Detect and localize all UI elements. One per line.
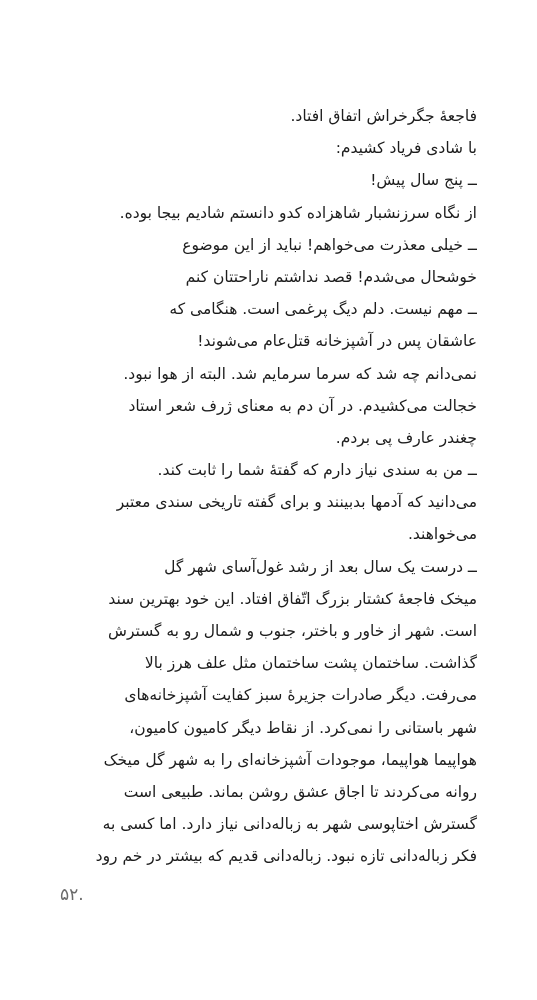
text-line: می‌رفت. دیگر صادرات جزیرهٔ سبز کفایت آشپزخانه‌های [124,686,477,705]
text-line: از نگاه سرزنشبار شاهزاده کدو دانستم شادیم بیجا بوده. [119,203,477,222]
text-line: است. شهر از خاور و باختر، جنوب و شمال رو به گسترش [108,622,477,640]
text-line: می‌خواهند. [407,525,477,544]
body-text [59,100,477,873]
text-line: میخک فاجعهٔ کشتار بزرگ اتّفاق افتاد. این خود بهترین سند [108,589,477,608]
text-line: چغندر عارف پی بردم. [335,428,477,447]
text-line: خجالت می‌کشیدم. در آن دم به معنای ژرف شعر استاد [128,396,477,415]
text-line: ــ خیلی معذرت می‌خواهم! نباید از این موضوع [182,235,477,254]
text-line: روانه می‌کردند تا اجاق عشق روشن بماند. طبیعی است [123,782,477,801]
text-line: گذاشت. ساختمان پشت ساختمان مثل علف هرز بالا [144,654,477,673]
text-line: ــ مهم نیست. دلم دیگ پرغمی است. هنگامی که [169,300,477,319]
text-line: خوشحال می‌شدم! قصد نداشتم ناراحتتان کنم [185,267,477,286]
text-line: ــ درست یک سال بعد از رشد غول‌آسای شهر گل [164,557,477,576]
text-line: فاجعهٔ جگرخراش اتفاق افتاد. [290,107,477,125]
text-line: فکر زباله‌دانی تازه نبود. زباله‌دانی قدیم که بیشتر در خم رود [95,847,477,866]
text-line: ــ پنج سال پیش! [370,171,477,190]
text-line: هواپیما هواپیما، موجودات آشپزخانه‌ای را به شهر گل میخک [103,750,477,769]
text-line: با شادی فریاد کشیدم: [335,139,477,158]
text-line: نمی‌دانم چه شد که سرما سرمایم شد. البته از هوا نبود. [123,364,477,383]
text-line: می‌دانید که آدمها بدبینند و برای گفته تاریخی سندی معتبر [116,493,477,512]
text-line: عاشقان پس در آشپزخانه قتل‌عام می‌شوند! [197,332,477,351]
text-line: ــ من به سندی نیاز دارم که گفتهٔ شما را ثابت کند. [157,461,477,480]
text-line: شهر باستانی را نمی‌کرد. از نقاط دیگر کامیون کامیون، [129,718,477,737]
text-line: گسترش اختاپوسی شهر به زباله‌دانی نیاز دارد. اما کسی به [102,815,477,834]
page-number: ۵۲. [60,885,84,905]
